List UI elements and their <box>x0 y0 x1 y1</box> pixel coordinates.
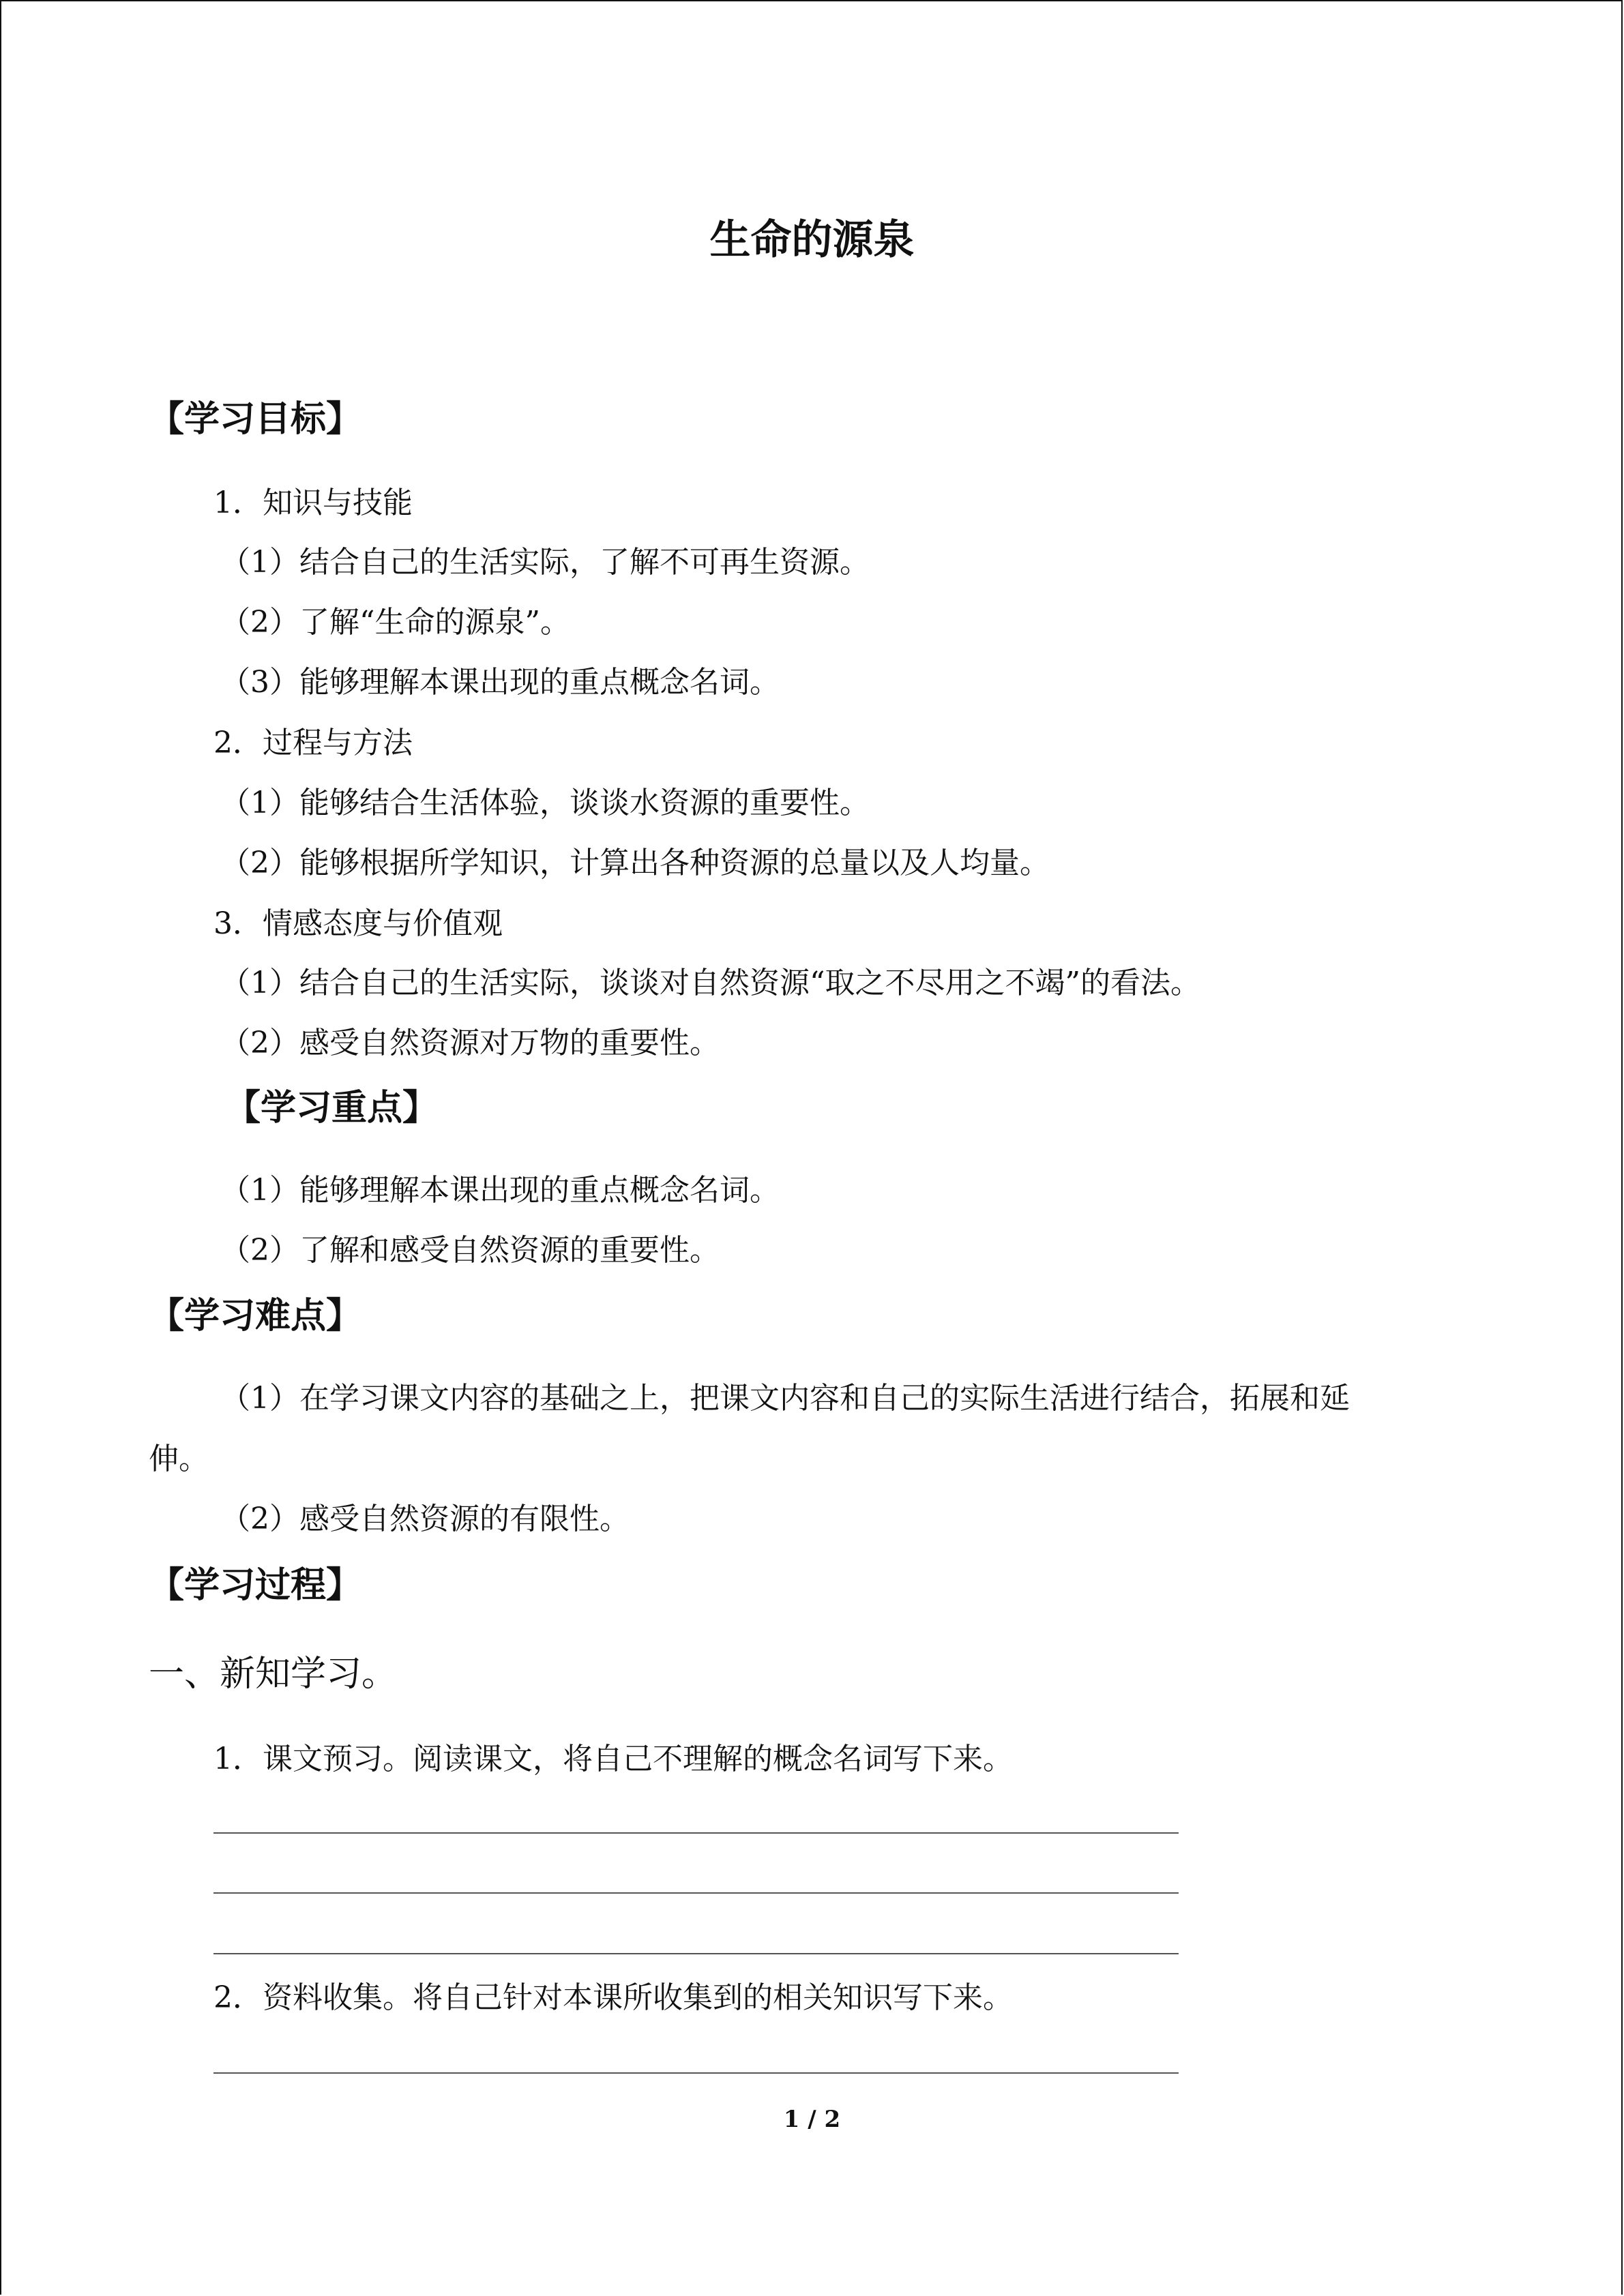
objective-item: （1）结合自己的生活实际，了解不可再生资源。 <box>220 545 870 580</box>
heading-process: 【学习过程】 <box>149 1565 362 1606</box>
objective-item: （2）了解“生命的源泉”。 <box>220 605 570 640</box>
heading-objectives: 【学习目标】 <box>149 399 362 440</box>
difficulty-item: （1）在学习课文内容的基础之上，把课文内容和自己的实际生活进行结合，拓展和延 <box>220 1381 1350 1416</box>
objective-item: （2）能够根据所学知识，计算出各种资源的总量以及人均量。 <box>220 846 1050 880</box>
objective-group-knowledge: 1．知识与技能 <box>213 486 413 520</box>
task-preview: 1．课文预习。阅读课文，将自己不理解的概念名词写下来。 <box>213 1742 1013 1776</box>
objective-item: （1）结合自己的生活实际，谈谈对自然资源“取之不尽用之不竭”的看法。 <box>220 966 1200 1000</box>
answer-line <box>213 1953 1179 1954</box>
heading-difficulties: 【学习难点】 <box>149 1296 362 1337</box>
difficulty-item-continued: 伸。 <box>149 1442 209 1476</box>
page-number: 1 / 2 <box>783 2106 841 2133</box>
answer-line <box>213 2072 1179 2074</box>
heading-key-points: 【学习重点】 <box>225 1088 439 1129</box>
key-point-item: （2）了解和感受自然资源的重要性。 <box>220 1233 720 1268</box>
key-point-item: （1）能够理解本课出现的重点概念名词。 <box>220 1173 780 1208</box>
section-new-knowledge: 一、新知学习。 <box>149 1654 398 1695</box>
objective-item: （3）能够理解本课出现的重点概念名词。 <box>220 665 780 700</box>
objective-group-attitude: 3．情感态度与价值观 <box>213 906 503 941</box>
objective-group-process: 2．过程与方法 <box>213 726 413 760</box>
objective-item: （2）感受自然资源对万物的重要性。 <box>220 1026 720 1060</box>
objective-item: （1）能够结合生活体验，谈谈水资源的重要性。 <box>220 786 870 820</box>
task-collect: 2．资料收集。将自己针对本课所收集到的相关知识写下来。 <box>213 1980 1013 2015</box>
answer-line <box>213 1832 1179 1834</box>
answer-line <box>213 1892 1179 1894</box>
difficulty-item: （2）感受自然资源的有限性。 <box>220 1502 630 1536</box>
page-title: 生命的源泉 <box>709 216 915 264</box>
